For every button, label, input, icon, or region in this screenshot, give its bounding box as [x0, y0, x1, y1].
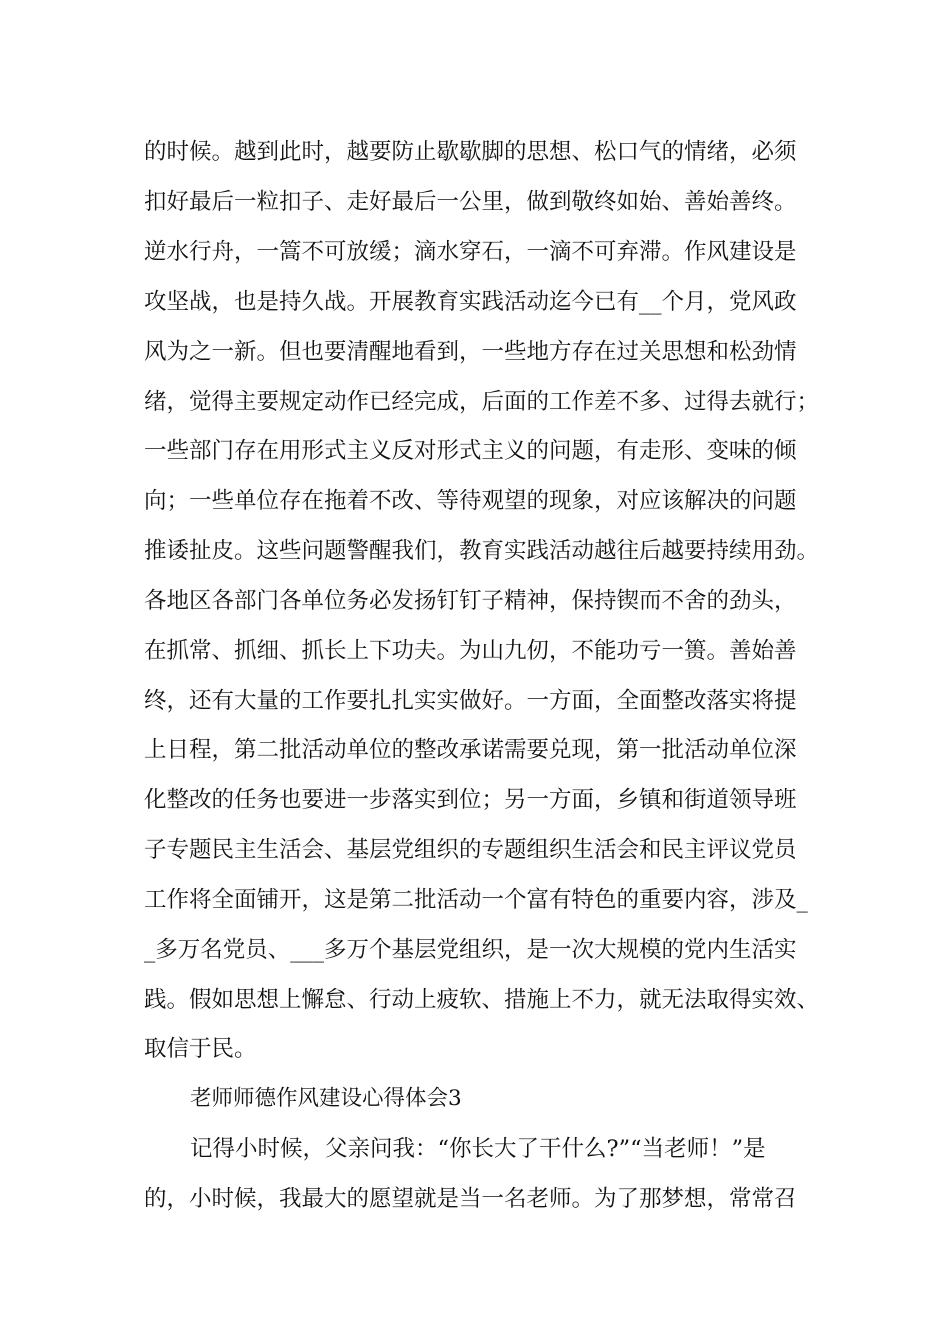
paragraph-line: 工作将全面铺开，这是第二批活动一个富有特色的重要内容，涉及_ [144, 887, 808, 913]
paragraph-line: 各地区各部门各单位务必发扬钉钉子精神，保持锲而不舍的劲头， [144, 588, 797, 614]
paragraph-line: 终，还有大量的工作要扎扎实实做好。一方面，全面整改落实将提 [144, 688, 797, 714]
paragraph-line: 向；一些单位存在拖着不改、等待观望的现象，对应该解决的问题 [144, 488, 797, 514]
paragraph-line: _多万名党员、___多万个基层党组织，是一次大规模的党内生活实 [144, 937, 797, 963]
paragraph-line: 上日程，第二批活动单位的整改承诺需要兑现，第一批活动单位深 [144, 737, 797, 763]
paragraph-line: 子专题民主生活会、基层党组织的专题组织生活会和民主评议党员 [144, 837, 797, 863]
paragraph-line: 推诿扯皮。这些问题警醒我们，教育实践活动越往后越要持续用劲。 [144, 538, 820, 564]
paragraph-line: 一些部门存在用形式主义反对形式主义的问题，有走形、变味的倾 [144, 438, 797, 464]
paragraph-line: 在抓常、抓细、抓长上下功夫。为山九仞，不能功亏一篑。善始善 [144, 638, 797, 664]
paragraph-line: 攻坚战，也是持久战。开展教育实践活动迄今已有__个月，党风政 [144, 289, 797, 315]
paragraph-line: 化整改的任务也要进一步落实到位；另一方面，乡镇和街道领导班 [144, 787, 797, 813]
paragraph-line: 扣好最后一粒扣子、走好最后一公里，做到敬终如始、善始善终。 [144, 189, 797, 215]
paragraph-line: 取信于民。 [144, 1036, 257, 1062]
paragraph-line: 践。假如思想上懈怠、行动上疲软、措施上不力，就无法取得实效、 [144, 987, 820, 1013]
paragraph-line: 的时候。越到此时，越要防止歇歇脚的思想、松口气的情绪，必须 [144, 139, 797, 165]
paragraph-line: 记得小时候，父亲问我：“你长大了干什么?”“当老师！”是 [190, 1136, 766, 1162]
section-heading: 老师师德作风建设心得体会3 [190, 1086, 462, 1111]
paragraph-line: 风为之一新。但也要清醒地看到，一些地方存在过关思想和松劲情 [144, 339, 797, 365]
paragraph-line: 绪，觉得主要规定动作已经完成，后面的工作差不多、过得去就行； [144, 389, 820, 415]
paragraph-line: 逆水行舟，一篙不可放缓；滴水穿石，一滴不可弃滞。作风建设是 [144, 239, 797, 265]
paragraph-line: 的，小时候，我最大的愿望就是当一名老师。为了那梦想，常常召 [144, 1186, 797, 1212]
